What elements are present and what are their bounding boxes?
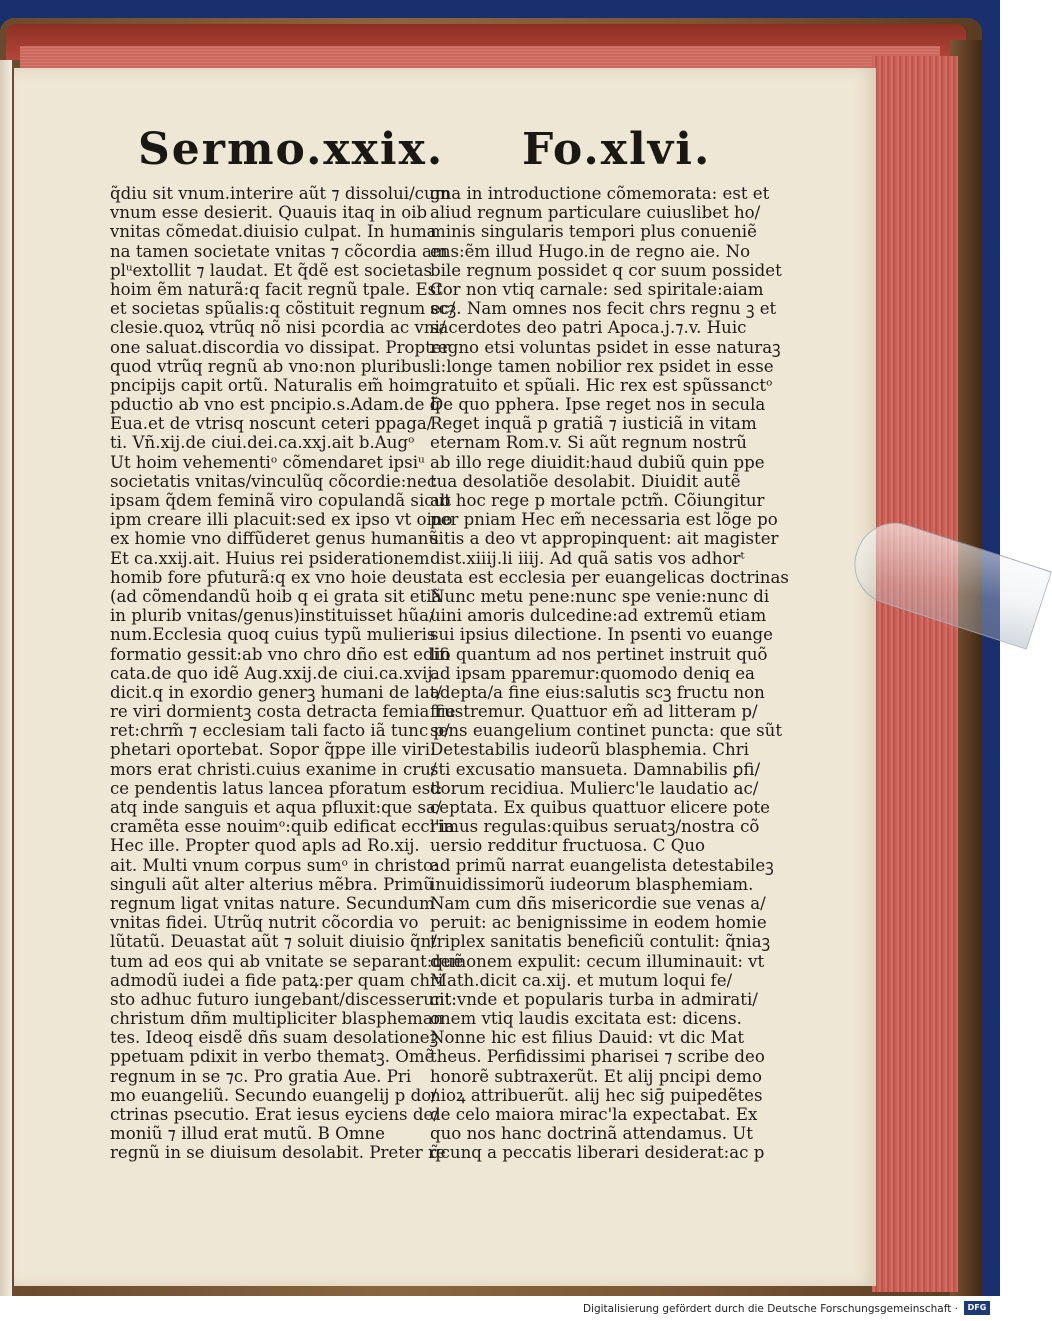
text-line: Reget inquã p gratiã ⁊ iusticiã in vitam — [430, 414, 757, 434]
text-line: Cor non vtiq carnale: sed spiritale:aiam — [430, 279, 764, 299]
text-line: ppetuam pdixit in verbo thematꝫ. Omẽ — [110, 1047, 435, 1067]
text-line: ce pendentis latus lancea pforatum est: — [110, 778, 443, 798]
text-line: de celo maiora mirac'la expectabat. Ex — [430, 1105, 758, 1124]
printed-page — [14, 68, 876, 1286]
text-line: singuli aũt alter alterius mẽbra. Primũ — [110, 874, 434, 894]
text-line: dist.xiiij.li iiij. Ad quã satis vos adhorᵗ — [430, 548, 745, 568]
text-line: re viri dormientꝫ costa detracta femia fie — [110, 702, 456, 722]
text-line: tua desolatiõe desolabit. Diuidit autẽ — [430, 471, 741, 491]
text-line: nioꝝ attribuerũt. alij hec siḡ puipedẽtes — [430, 1085, 763, 1105]
text-line: peruit: ac benignissime in eodem homie — [430, 913, 767, 933]
text-line: ad ipsam pparemur:quomodo deniq ea — [430, 663, 755, 683]
text-line: minis singularis tempori plus conueniẽ — [430, 222, 757, 242]
funding-credit: Digitalisierung gefördert durch die Deutsche Forschungsgemeinschaft · — [582, 1303, 958, 1315]
text-line: dorum recidiua. Mulierc'le laudatio ac/ — [430, 778, 759, 798]
text-line: gratuito et spũali. Hic rex est spũssanctᵒ — [430, 375, 773, 395]
text-line: scꝫ. Nam omnes nos fecit chrs regnu ꝫ et — [430, 299, 777, 319]
text-line: frustremur. Quattuor em̃ ad litteram p/ — [430, 702, 758, 722]
text-line: q̃cunq a peccatis liberari desiderat:ac p — [430, 1143, 765, 1163]
text-line: admodũ iudei a fide patꝝ:per quam chri — [110, 970, 444, 990]
text-line: pductio ab vno est pncipio.s.Adam.de q̃ — [110, 395, 441, 415]
text-line: ti. Vñ.xij.de ciui.dei.ca.xxj.ait b.Augᵒ — [110, 433, 415, 453]
text-line: ipsam q̃dem feminã viro copulandã sicut — [110, 491, 451, 510]
text-line: demonem expulit: cecum illuminauit: vt — [430, 951, 765, 971]
text-line: sitis a deo vt appropinquent: ait magister — [430, 529, 779, 549]
page-fore-edge — [872, 56, 958, 1292]
text-line: hoim ẽm naturã:q facit regnũ tpale. Est — [110, 279, 443, 299]
text-line: ab illo rege diuidit:haud dubiũ quin ppe — [430, 452, 765, 472]
text-line: regnũ in se diuisum desolabit. Preter re — [110, 1143, 446, 1163]
text-line: regnum in se ⁊c. Pro gratia Aue. Pri — [110, 1066, 412, 1086]
text-line: atq inde sanguis et aqua pfluxit:que sa/ — [110, 798, 442, 817]
text-line: uersio redditur fructuosa. C Quo — [430, 836, 706, 856]
text-line: et societas spũalis:q cõstituit regnum ec/ — [110, 299, 456, 319]
text-line: homib fore pfuturã:q ex vno hoie deus — [110, 567, 432, 587]
text-line: lio quantum ad nos pertinet instruit quõ — [430, 644, 768, 664]
text-line: ipm creare illi placuit:sed ex ipso vt oino — [110, 510, 453, 530]
text-line: Eua.et de vtrisq noscunt ceteri ppaga/ — [110, 414, 433, 434]
text-line: mors erat christi.cuius exanime in cru/ — [110, 759, 437, 779]
text-line: clesie.quoꝝ vtrũq nõ nisi pcordia ac vni/ — [110, 318, 446, 338]
text-line: formatio gessit:ab vno chro dño est edifi — [110, 644, 450, 664]
text-line: Nam cum dñs misericordie sue venas a/ — [430, 893, 766, 913]
text-line: sens euangelium continet puncta: que sũt — [430, 721, 783, 741]
text-line: uini amoris dulcedine:ad extremũ etiam — [430, 606, 767, 626]
text-line: Nonne hic est filius Dauid: vt dic Mat — [430, 1028, 745, 1048]
text-line: vnitas fidei. Utrũq nutrit cõcordia vo — [110, 913, 419, 933]
book-gutter — [0, 60, 12, 1296]
text-line: Ut hoim vehementiᵒ cõmendaret ipsiᵘ — [110, 452, 425, 472]
text-line: tum ad eos qui ab vnitate se separant:quẽ — [110, 951, 464, 971]
text-line: eternam Rom.v. Si aũt regnum nostrũ — [430, 433, 747, 453]
text-line: per pniam Hec em̃ necessaria est lõge po — [430, 510, 778, 530]
text-column-right — [430, 184, 789, 1163]
text-line: quo nos hanc doctrinã attendamus. Ut — [430, 1124, 753, 1144]
text-line: ex homie vno diffũderet genus humanũ. — [110, 529, 445, 549]
text-line: num.Ecclesia quoq cuius typũ mulieris — [110, 625, 436, 645]
text-line: sto adhuc futuro iungebant/discesserunt: — [110, 989, 457, 1009]
text-line: gna in introductione cõmemorata: est et — [430, 184, 770, 203]
text-line: ret:chrm̃ ⁊ ecclesiam tali facto iã tunc p/ — [110, 721, 450, 741]
text-line: cata.de quo idẽ Aug.xxij.de ciui.ca.xvij. — [110, 663, 438, 683]
text-line: christum dñm multipliciter blaspheman — [110, 1009, 444, 1029]
text-line: moniũ ⁊ illud erat mutũ. B Omne — [110, 1124, 385, 1144]
text-line: phetari oportebat. Sopor q̃ppe ille viri: — [110, 740, 436, 760]
page-top-edge — [20, 46, 940, 68]
text-line: triplex sanitatis beneficiũ contulit: q̃niaꝫ — [430, 932, 771, 952]
text-line: plᵘextollit ⁊ laudat. Et q̃dẽ est societas — [110, 260, 433, 280]
text-line: bile regnum possidet q cor suum possidet — [430, 260, 782, 280]
text-line: ab hoc rege p mortale pctm̃. Cõiungitur — [430, 491, 765, 510]
text-line: ceptata. Ex quibus quattuor elicere pote — [430, 798, 770, 817]
text-line: societatis vnitas/vinculũq cõcordie:nec — [110, 471, 437, 491]
text-line: li:longe tamen nobilior rex psidet in esse — [430, 356, 774, 376]
text-line: Et ca.xxij.ait. Huius rei psiderationem — [110, 548, 430, 568]
text-line: ctrinas psecutio. Erat iesus eyciens de/ — [110, 1105, 439, 1124]
text-line: regno etsi voluntas psidet in esse naturaꝫ — [430, 337, 781, 357]
text-line: lũtatũ. Deuastat aũt ⁊ soluit diuisio q̃n/ — [110, 932, 437, 952]
text-line: na tamen societate vnitas ⁊ cõcordia am — [110, 241, 448, 261]
text-line: adepta/a fine eius:salutis scꝫ fructu non — [430, 682, 765, 702]
text-line: vnum esse desierit. Quauis itaq in oib — [110, 203, 428, 223]
dfg-logo: DFG — [964, 1301, 990, 1315]
text-line: regnum ligat vnitas nature. Secundum — [110, 893, 435, 913]
text-line: Nunc metu pene:nunc spe venie:nunc di — [430, 586, 770, 606]
text-line: Math.dicit ca.xij. et mutum loqui fe/ — [430, 970, 733, 990]
text-line: dicit.q in exordio generꝫ humani de lat/ — [110, 682, 443, 702]
text-line: Detestabilis iudeorũ blasphemia. Chri — [430, 740, 749, 760]
sermon-number-heading: Sermo.xxix. — [138, 124, 445, 175]
text-line: cramẽta esse nouimᵒ:quib edificat eccl'ia — [110, 817, 455, 837]
text-line: tes. Ideoq eisdẽ dñs suam desolationeꝫ — [110, 1028, 439, 1048]
text-line: rimus regulas:quibus seruatꝫ/nostra cõ — [430, 817, 760, 837]
text-line: Hec ille. Propter quod apls ad Ro.xij. — [110, 836, 420, 856]
text-line: aliud regnum particulare cuiuslibet ho/ — [430, 203, 761, 223]
text-line: ait. Multi vnum corpus sumᵒ in christo: — [110, 855, 439, 875]
text-line: De quo pphera. Ipse reget nos in secula — [430, 395, 766, 415]
text-line: inuidissimorũ iudeorum blasphemiam. — [430, 874, 754, 894]
text-line: ens:ẽm illud Hugo.in de regno aie. No — [430, 241, 751, 261]
text-line: ad primũ narrat euangelista detestabileꝫ — [430, 855, 774, 875]
text-line: quod vtrũq regnũ ab vno:non pluribus — [110, 356, 431, 376]
text-line: in plurib vnitas/genus)instituisset hũa/ — [110, 606, 435, 626]
text-column-left — [110, 184, 464, 1163]
text-line: honorẽ subtraxerũt. Et alij pncipi demo — [430, 1066, 762, 1086]
text-line: q̃diu sit vnum.interire aũt ⁊ dissolui/cum — [110, 184, 451, 203]
text-line: tata est ecclesia per euangelicas doctrinas — [430, 567, 789, 587]
folio-number-heading: Fo.xlvi. — [522, 124, 712, 175]
text-line: theus. Perfidissimi pharisei ⁊ scribe deo — [430, 1047, 765, 1067]
text-line: vnitas cõmedat.diuisio culpat. In huma — [110, 222, 437, 242]
footer-bar — [0, 1296, 1000, 1321]
text-line: pncipijs capit ortũ. Naturalis em̃ hoim — [110, 375, 431, 395]
text-line: one saluat.discordia vo dissipat. Propter — [110, 337, 450, 357]
text-line: onem vtiq laudis excitata est: dicens. — [430, 1009, 742, 1029]
text-line: sti excusatio mansueta. Damnabilis ꝑfi/ — [430, 759, 761, 779]
text-line: sui ipsius dilectione. In psenti vo euange — [430, 625, 773, 645]
text-line: mo euangeliũ. Secundo euangelij p do/ — [110, 1085, 437, 1105]
text-line: (ad cõmendandũ hoib q ei grata sit etiã — [110, 586, 442, 606]
text-line: sacerdotes deo patri Apoca.j.⁊.v. Huic — [430, 318, 747, 338]
text-line: cit:vnde et popularis turba in admirati/ — [430, 989, 758, 1009]
